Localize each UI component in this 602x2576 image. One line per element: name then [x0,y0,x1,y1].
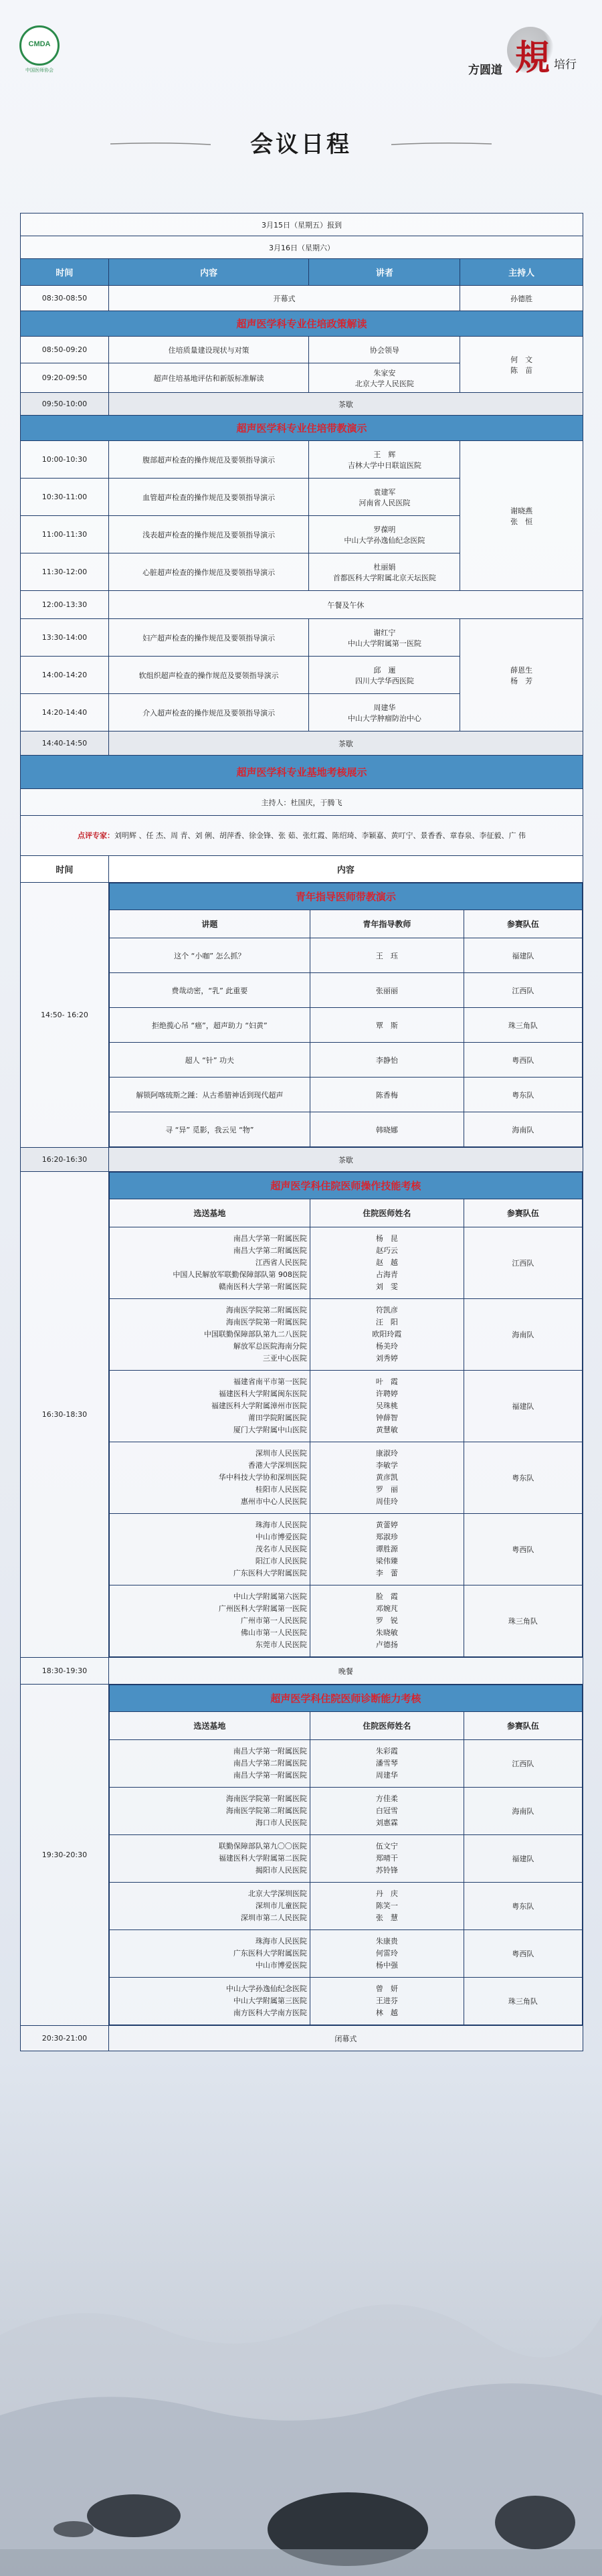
col-time: 时间 [21,259,109,286]
mountain-landscape-icon [0,2295,602,2576]
lunch-row: 12:00-13:30 午餐及午休 [21,591,583,619]
dinner-row: 18:30-19:30 晚餐 [21,1658,583,1685]
host-cell: 何 文 陈 苗 [460,337,583,393]
diagnosis-table: 超声医学科住院医师诊断能力考核 选送基地 住院医师姓名 参赛队伍 南昌大学第一附属医院 南昌大学第二附属医院 南昌大学第一附属医院 朱彩霞 潘雪琴 周建华 江西队 海南医学院第一附属医院 海南医学院第二附属医院 海口市人民医院 方佳柔 白冠雪 刘惠霖 海南队 联勤保障部队第九〇〇医院 福建医科大学附属第二医院 揭阳市人民医院 伍文宁 郑晴干 苏铃锋 福建队 北京大学深圳医院 深圳市儿童医院 深圳市第二人民医院 丹 庆 陈笑一 张 慧 粤东队 珠海市人民医院 广东医科大学附属医院 中山市博爱医院 朱康贵 何雷玲 杨中强 粤西队 中山大学孙逸仙纪念医院 中山大学附属第三医院 南方医科大学南方医院 曾 妍 王进芬 林 越 珠三角队 [109,1685,583,2025]
table-row: 10:00-10:30 腹部超声检查的操作规范及要领指导演示 王 辉 吉林大学中日联谊医院 谢晓燕 张 恒 [21,441,583,479]
break-row: 14:40-14:50 茶歇 [21,732,583,756]
table-row: 寻 “异” 觅影，我云见 “物” 韩晓娜 海南队 [109,1112,582,1147]
col-speaker: 讲者 [309,259,460,286]
table-row: 超人 “针” 功夫 李静怡 粤西队 [109,1043,582,1078]
table-row: 11:00-11:30 浅表超声检查的操作规范及要领指导演示 罗葆明 中山大学孙逸仙纪念医院 [21,516,583,553]
experts-row: 点评专家：刘明辉 、任 杰、周 青、刘 俐、胡萍香、徐金锋、张 茹、张红霞、陈绍琦、李颖嘉、黄叮宁、景香香、章春泉、李征毅、广 伟 [21,816,583,856]
table-row: 14:20-14:40 介入超声检查的操作规范及要领指导演示 周建华 中山大学肿瘤防治中心 [21,694,583,732]
chairs-row: 主持人：杜国庆，于腾飞 [21,789,583,816]
cmda-logo: CMDA 中国医师协会 [17,25,62,80]
brand-logo: 規 方圆道 培行 [468,27,589,74]
table-row: 10:30-11:00 血管超声检查的操作规范及要领指导演示 袁建军 河南省人民医院 [21,479,583,516]
col-host: 主持人 [460,259,583,286]
demo-table: 青年指导医师带教演示 讲题 青年指导教师 参赛队伍 这个 “小咖” 怎么抓？ 王 珏 福建队 费哉动密，“乳” 此重要 张丽丽 江西队 拒绝揽心吊 “癌”，超声助力 “妇黄” 覃 斯 珠三角队 超人 “针” 功夫 李静怡 粤西队 解锁阿喀琉斯之踵：从古希腊神话到现代超声 陈香梅 粤东队 寻 “异” 觅影，我云见 “物” 韩晓娜 海南队 [109,883,583,1147]
title-right-decoration-icon [391,141,492,147]
table-row: 08:50-09:20 住培质量建设现状与对策 协会领导 何 文 陈 苗 [21,337,583,363]
closing-row: 20:30-21:00 闭幕式 [21,2026,583,2051]
table-row: 13:30-14:00 妇产超声检查的操作规范及要领指导演示 谢红宁 中山大学附属第一医院 薛恩生 杨 芳 [21,619,583,657]
table-row: 09:20-09:50 超声住培基地评估和新版标准解读 朱家安 北京大学人民医院 [21,363,583,393]
col-content: 内容 [108,259,309,286]
schedule-table: 3月15日（星期五）报到 3月16日（星期六） 时间 内容 讲者 主持人 08:30-08:50 开幕式 孙德胜 超声医学科专业住培政策解读 08:50-09:20 住培质量建设现状与对策 协会领导 何 文 陈 苗 09:20-09:50 超声住培基地评估和新版标准解读 朱家安 北京大学人民医院 09:50-10:00 茶歇 超声医学科专业住培带教演示 10:00-10:30 腹部超声检查的操作规范及要领指导演示 王 辉 吉林大学中日联谊医院 谢晓燕 张 恒 10:30-11:00 血管超声检查的操作规范及要领指导演示 袁建军 河南省人民医院 11:00-11:30 浅表超声检查的操作规范及要领指导演示 罗葆明 中山大学孙逸仙纪念医院 11:30-12:00 心脏超声检查的操作规范及要领指导演示 杜丽娟 首都医科大学附属北京天坛医院 12:00-13:30 午餐及午休 13:30-14:00 妇产超声检查的操作规范及要领指导演示 谢红宁 中山大学附属第一医院 薛恩生 杨 芳 14:00-14:20 软组织超声检查的操作规范及要领指导演示 邱 逦 四川大学华西医院 14:20-14:40 介入超声检查的操作规范及要领指导演示 周建华 中山大学肿瘤防治中心 14:40-14:50 茶歇 超声医学科专业基地考核展示 主持人：杜国庆，于腾飞 点评专家：刘明辉 、任 杰、周 青、刘 俐、胡萍香、徐金锋、张 茹、张红霞、陈绍琦、李颖嘉、黄叮宁、景香香、章春泉、李征毅、广 伟 时间 内容 14:50- 16:20 青年指导医师带教演示 讲题 青年指导教师 参赛队伍 这个 “小咖” 怎么抓？ 王 珏 福建队 费哉动密，“乳” 此重要 张丽丽 江西队 拒绝揽心吊 “癌”，超声助力 “妇黄” 覃 斯 珠三角队 超人 “针” 功夫 李静怡 粤西队 解锁阿喀琉斯之踵：从古希腊神话到现代超声 陈香梅 粤东队 寻 “异” 觅影，我云见 “物” 韩晓娜 海南队 16:20-16:30 茶歇 16:30-18:30 超声医学科住院医师操作技能考核 选送基地 住院医师姓名 参赛队伍 南昌大学第一附属医院 南昌大学第二附属医院 江西省人民医院 中国人民解放军联勤保障部队第 908医院 赣南医科大学第一附属医院 杨 昆 赵巧云 赵 越 占海青 刘 雯 江西队 海南医学院第二附属医院 海南医学院第一附属医院 中国联勤保障部队第九二八医院 解放军总医院海南分院 三亚中心医院 符凯彦 汪 阳 欧阳玲霞 杨美玲 刘秀婷 海南队 福建省南平市第一医院 福建医科大学附属闽东医院 福建医科大学附属漳州市医院 莆田学院附属医院 厦门大学附属中山医院 叶 霞 许聘婷 吴珠桃 钟薛智 黄慧敏 福建队 深圳市人民医院 香港大学深圳医院 华中科技大学协和深圳医院 桂阳市人民医院 惠州市中心人民医院 康淑玲 李敏学 黄彦凯 罗 丽 周佳玲 粤东队 珠海市人民医院 中山市博爱医院 茂名市人民医院 阳江市人民医院 广东医科大学附属医院 黄蕾婷 郑淑珍 谭胜源 梁伟臻 李 蕾 粤西队 中山大学附属第六医院 广州医科大学附属第一医院 广州市第一人民医院 佛山市第一人民医院 东莞市人民医院 脸 霞 邓婉芃 罗 锐 朱晓敏 卢德扬 珠三角队 18:30-19:30 晚餐 19:30-20:30 超声医学科住院医师诊断能力考核 选送基地 住院医师姓名 参赛队伍 南昌大学第一附属医院 南昌大学第二附属医院 南昌大学第一附属医院 朱彩霞 潘雪琴 周建华 江西队 海南医学院第一附属医院 海南医学院第二附属医院 海口市人民医院 方佳柔 白冠雪 刘惠霖 海南队 联勤保障部队第九〇〇医院 福建医科大学附属第二医院 揭阳市人民医院 伍文宁 郑晴干 苏铃锋 福建队 北京大学深圳医院 深圳市儿童医院 深圳市第二人民医院 丹 庆 陈笑一 张 慧 粤东队 珠海市人民医院 广东医科大学附属医院 中山市博爱医院 朱康贵 何雷玲 杨中强 粤西队 中山大学孙逸仙纪念医院 中山大学附属第三医院 南方医科大学南方医院 曾 妍 王进芬 林 越 珠三角队 20:30-21:00 闭幕式 [20,213,583,2051]
table-row: 11:30-12:00 心脏超声检查的操作规范及要领指导演示 杜丽娟 首都医科大学附属北京天坛医院 [21,553,583,591]
table-row: 珠海市人民医院 中山市博爱医院 茂名市人民医院 阳江市人民医院 广东医科大学附属医院 黄蕾婷 郑淑珍 谭胜源 梁伟臻 李 蕾 粤西队 [109,1514,582,1585]
day1-row: 3月15日（星期五）报到 [21,213,583,236]
day2-row: 3月16日（星期六） [21,236,583,259]
table-row: 北京大学深圳医院 深圳市儿童医院 深圳市第二人民医院 丹 庆 陈笑一 张 慧 粤东队 [109,1883,582,1930]
section-title: 超声医学科专业基地考核展示 [21,756,583,789]
break-row: 16:20-16:30 茶歇 [21,1148,583,1172]
table-row: 南昌大学第一附属医院 南昌大学第二附属医院 江西省人民医院 中国人民解放军联勤保障部队第 908医院 赣南医科大学第一附属医院 杨 昆 赵巧云 赵 越 占海青 刘 雯 江西队 [109,1227,582,1299]
table-row: 福建省南平市第一医院 福建医科大学附属闽东医院 福建医科大学附属漳州市医院 莆田学院附属医院 厦门大学附属中山医院 叶 霞 许聘婷 吴珠桃 钟薛智 黄慧敏 福建队 [109,1371,582,1442]
table-row: 费哉动密，“乳” 此重要 张丽丽 江西队 [109,973,582,1008]
host-cell: 谢晓燕 张 恒 [460,441,583,591]
opening-row: 08:30-08:50 开幕式 孙德胜 [21,286,583,311]
table-row: 中山大学孙逸仙纪念医院 中山大学附属第三医院 南方医科大学南方医院 曾 妍 王进芬 林 越 珠三角队 [109,1978,582,2025]
table-row: 海南医学院第二附属医院 海南医学院第一附属医院 中国联勤保障部队第九二八医院 解放军总医院海南分院 三亚中心医院 符凯彦 汪 阳 欧阳玲霞 杨美玲 刘秀婷 海南队 [109,1299,582,1371]
table-row: 解锁阿喀琉斯之踵：从古希腊神话到现代超声 陈香梅 粤东队 [109,1078,582,1112]
table-row: 拒绝揽心吊 “癌”，超声助力 “妇黄” 覃 斯 珠三角队 [109,1008,582,1043]
table-row: 联勤保障部队第九〇〇医院 福建医科大学附属第二医院 揭阳市人民医院 伍文宁 郑晴干 苏铃锋 福建队 [109,1835,582,1883]
host-cell: 薛恩生 杨 芳 [460,619,583,732]
table-row: 中山大学附属第六医院 广州医科大学附属第一医院 广州市第一人民医院 佛山市第一人民医院 东莞市人民医院 脸 霞 邓婉芃 罗 锐 朱晓敏 卢德扬 珠三角队 [109,1585,582,1657]
table-row: 这个 “小咖” 怎么抓？ 王 珏 福建队 [109,938,582,973]
page-title: 会议日程 [250,131,352,158]
table-row: 南昌大学第一附属医院 南昌大学第二附属医院 南昌大学第一附属医院 朱彩霞 潘雪琴 周建华 江西队 [109,1740,582,1788]
table-row: 深圳市人民医院 香港大学深圳医院 华中科技大学协和深圳医院 桂阳市人民医院 惠州市中心人民医院 康淑玲 李敏学 黄彦凯 罗 丽 周佳玲 粤东队 [109,1442,582,1514]
table-row: 14:00-14:20 软组织超声检查的操作规范及要领指导演示 邱 逦 四川大学华西医院 [21,657,583,694]
header [0,0,602,201]
section-title: 超声医学科专业住培政策解读 [21,311,583,337]
break-row: 09:50-10:00 茶歇 [21,393,583,416]
section-title: 超声医学科专业住培带教演示 [21,416,583,441]
table-row: 珠海市人民医院 广东医科大学附属医院 中山市博爱医院 朱康贵 何雷玲 杨中强 粤西队 [109,1930,582,1978]
table-row: 海南医学院第一附属医院 海南医学院第二附属医院 海口市人民医院 方佳柔 白冠雪 刘惠霖 海南队 [109,1788,582,1835]
skill-table: 超声医学科住院医师操作技能考核 选送基地 住院医师姓名 参赛队伍 南昌大学第一附属医院 南昌大学第二附属医院 江西省人民医院 中国人民解放军联勤保障部队第 908医院 赣南医科大学第一附属医院 杨 昆 赵巧云 赵 越 占海青 刘 雯 江西队 海南医学院第二附属医院 海南医学院第一附属医院 中国联勤保障部队第九二八医院 解放军总医院海南分院 三亚中心医院 符凯彦 汪 阳 欧阳玲霞 杨美玲 刘秀婷 海南队 福建省南平市第一医院 福建医科大学附属闽东医院 福建医科大学附属漳州市医院 莆田学院附属医院 厦门大学附属中山医院 叶 霞 许聘婷 吴珠桃 钟薛智 黄慧敏 福建队 深圳市人民医院 香港大学深圳医院 华中科技大学协和深圳医院 桂阳市人民医院 惠州市中心人民医院 康淑玲 李敏学 黄彦凯 罗 丽 周佳玲 粤东队 珠海市人民医院 中山市博爱医院 茂名市人民医院 阳江市人民医院 广东医科大学附属医院 黄蕾婷 郑淑珍 谭胜源 梁伟臻 李 蕾 粤西队 中山大学附属第六医院 广州医科大学附属第一医院 广州市第一人民医院 佛山市第一人民医院 东莞市人民医院 脸 霞 邓婉芃 罗 锐 朱晓敏 卢德扬 珠三角队 [109,1172,583,1657]
